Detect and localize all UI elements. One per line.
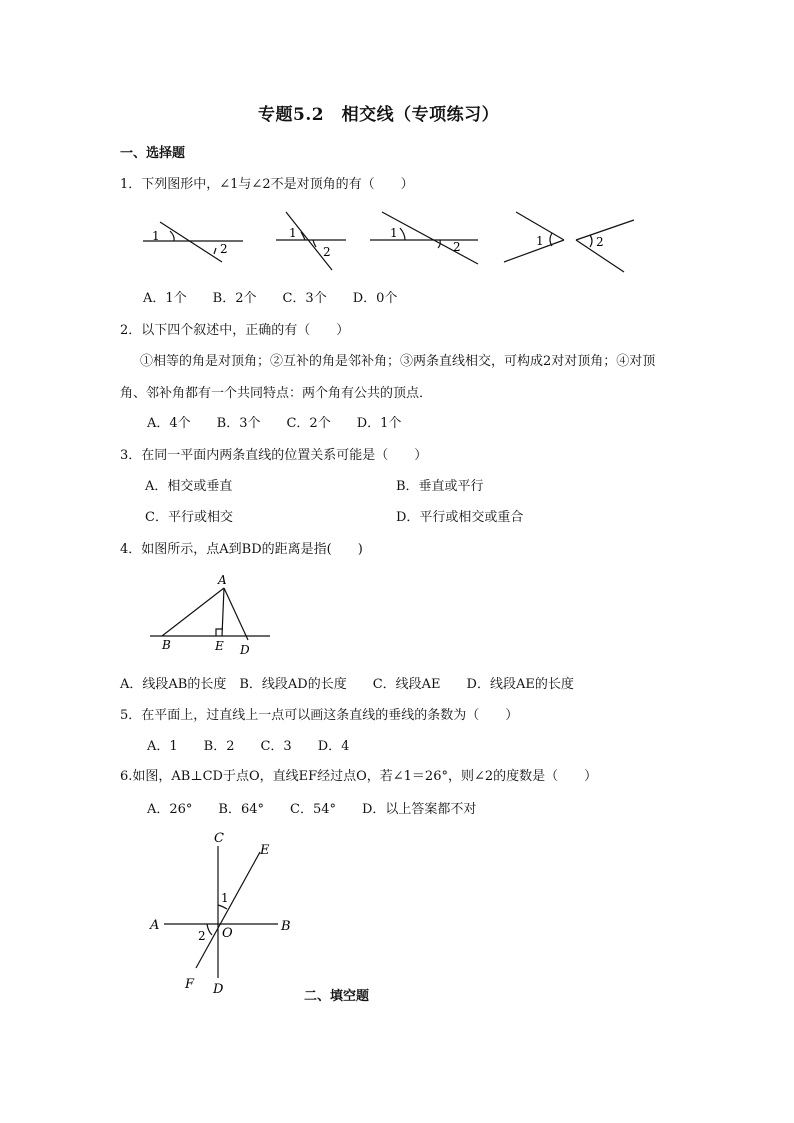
q4-label-B: B <box>162 638 171 652</box>
question-6-stem: 6.如图，AB⊥CD于点O，直线EF经过点O，若∠1＝26°，则∠2的度数是（ ） <box>120 769 598 784</box>
section-heading-fill-in: 二、填空题 <box>304 989 370 1004</box>
question-1-stem: 1．下列图形中，∠1与∠2不是对顶角的有（ ） <box>120 177 414 192</box>
q1-figure-b-label-2: 2 <box>323 245 331 259</box>
q1-figure-c-label-2: 2 <box>453 240 461 254</box>
q4-label-E: E <box>215 639 224 653</box>
question-3-option-d: D．平行或相交或重合 <box>396 510 524 525</box>
question-2-stem: 2．以下四个叙述中，正确的有（ ） <box>120 323 350 338</box>
q6-label-B: B <box>281 919 291 934</box>
q6-label-D: D <box>213 982 224 997</box>
q6-label-E: E <box>260 843 270 858</box>
question-3-option-b: B．垂直或平行 <box>396 479 484 494</box>
page-title: 专题5.2 相交线（专项练习） <box>258 105 500 125</box>
q6-label-angle-1: 1 <box>221 891 229 905</box>
q1-figure-a-label-1: 1 <box>152 229 160 243</box>
q6-label-O: O <box>222 926 233 941</box>
question-2-statement-line-1: ①相等的角是对顶角；②互补的角是邻补角；③两条直线相交，可构成2对对顶角；④对顶 <box>140 354 656 369</box>
q6-label-A: A <box>150 918 160 933</box>
question-2-options: A．4个 B．3个 C．2个 D．1个 <box>147 416 402 431</box>
q4-label-D: D <box>240 643 250 657</box>
question-6-options: A．26° B．64° C．54° D．以上答案都不对 <box>147 802 477 817</box>
question-3-stem: 3．在同一平面内两条直线的位置关系可能是（ ） <box>120 448 428 463</box>
question-4-options: A．线段AB的长度 B．线段AD的长度 C．线段AE D．线段AE的长度 <box>120 677 574 692</box>
question-2-statement-line-2: 角、邻补角都有一个共同特点：两个角有公共的顶点． <box>120 386 433 401</box>
q6-label-F: F <box>185 977 195 992</box>
question-4-stem: 4．如图所示，点A到BD的距离是指( ) <box>120 542 363 557</box>
question-3-option-a: A．相交或垂直 <box>145 479 233 494</box>
question-5-stem: 5．在平面上，过直线上一点可以画这条直线的垂线的条数为（ ） <box>120 708 519 723</box>
q6-label-angle-2: 2 <box>198 929 206 943</box>
q1-figure-d-label-2: 2 <box>596 235 604 249</box>
q1-figure-c-label-1: 1 <box>390 226 398 240</box>
q1-figure-b-label-1: 1 <box>289 226 297 240</box>
q6-label-C: C <box>214 831 224 846</box>
section-heading-multiple-choice: 一、选择题 <box>120 146 186 161</box>
q1-figure-a-label-2: 2 <box>220 242 228 256</box>
question-5-options: A．1 B．2 C．3 D．4 <box>147 739 350 754</box>
q1-figure-d-label-1: 1 <box>536 234 544 248</box>
q4-label-A: A <box>218 573 227 587</box>
question-3-option-c: C．平行或相交 <box>145 510 233 525</box>
question-1-options: A．1个 B．2个 C．3个 D．0个 <box>143 291 398 306</box>
